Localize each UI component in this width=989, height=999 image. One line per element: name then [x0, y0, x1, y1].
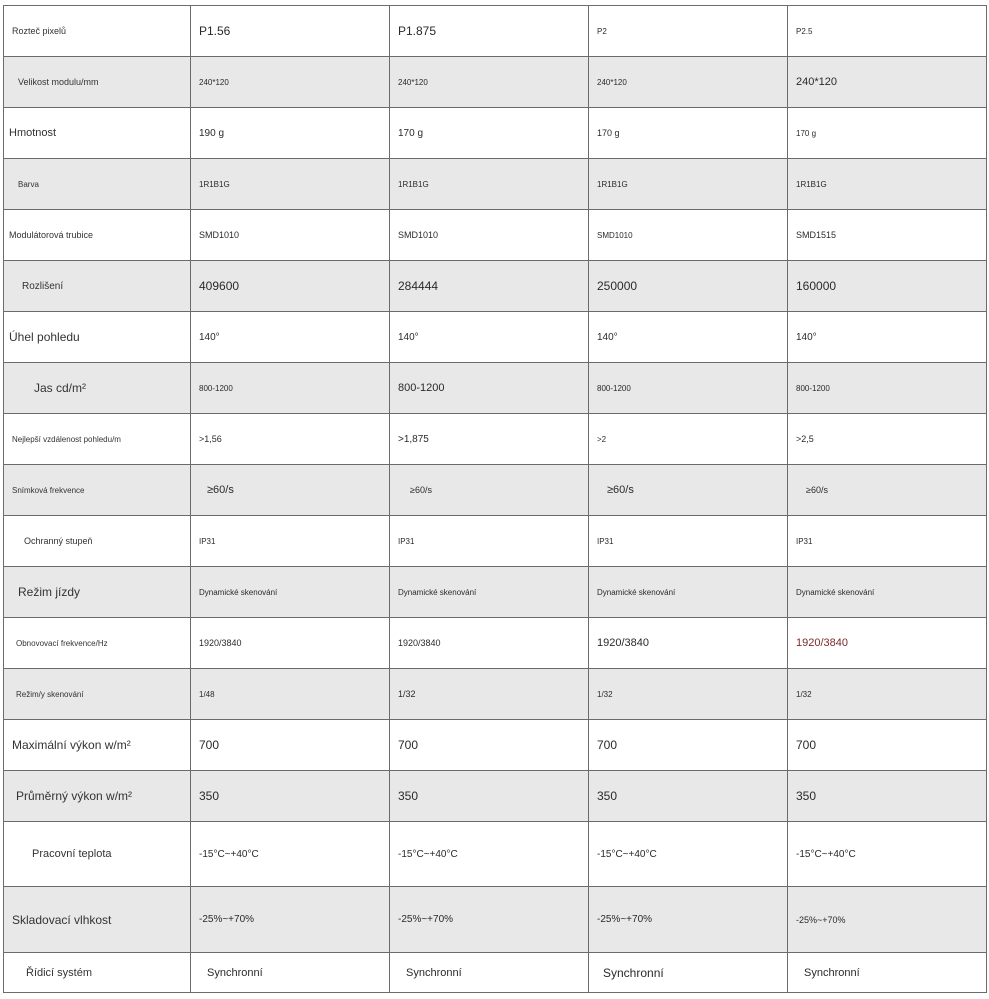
table-cell: 1R1B1G: [589, 159, 788, 210]
table-cell: 190 g: [191, 108, 390, 159]
table-cell: 800-1200: [788, 363, 987, 414]
table-cell: Dynamické skenování: [191, 567, 390, 618]
table-cell: Synchronní: [589, 953, 788, 993]
column-header-p25: P2.5: [788, 6, 987, 57]
table-cell: IP31: [589, 516, 788, 567]
table-row: [4, 720, 987, 771]
row-label: Režim/y skenování: [4, 669, 191, 720]
table-cell: -25%~+70%: [191, 887, 390, 953]
table-cell: 1R1B1G: [788, 159, 987, 210]
table-cell: 240*120: [191, 57, 390, 108]
table-cell: >2,5: [788, 414, 987, 465]
table-cell: 240*120: [589, 57, 788, 108]
table-cell: 160000: [788, 261, 987, 312]
table-cell: 140°: [390, 312, 589, 363]
table-cell: 170 g: [390, 108, 589, 159]
table-cell: 800-1200: [191, 363, 390, 414]
table-cell: 350: [788, 771, 987, 822]
table-cell: IP31: [191, 516, 390, 567]
table-cell: 1920/3840: [589, 618, 788, 669]
table-cell: SMD1010: [589, 210, 788, 261]
table-cell: 350: [191, 771, 390, 822]
table-cell: 1920/3840: [788, 618, 987, 669]
table-cell: Dynamické skenování: [788, 567, 987, 618]
row-label: Snímková frekvence: [4, 465, 191, 516]
table-cell: 170 g: [788, 108, 987, 159]
table-cell: Synchronní: [191, 953, 390, 993]
row-label: Modulátorová trubice: [4, 210, 191, 261]
row-label: Režim jízdy: [4, 567, 191, 618]
row-label: Úhel pohledu: [4, 312, 191, 363]
table-row: [4, 516, 987, 567]
table-cell: -25%~+70%: [788, 887, 987, 953]
row-label: Hmotnost: [4, 108, 191, 159]
row-label: Obnovovací frekvence/Hz: [4, 618, 191, 669]
table-row: [4, 312, 987, 363]
table-cell: Synchronní: [390, 953, 589, 993]
column-header-p1875: P1.875: [390, 6, 589, 57]
table-cell: Synchronní: [788, 953, 987, 993]
table-row: [4, 261, 987, 312]
table-cell: 800-1200: [589, 363, 788, 414]
row-label: Rozteč pixelů: [4, 6, 191, 57]
row-label: Velikost modulu/mm: [4, 57, 191, 108]
row-label: Nejlepší vzdálenost pohledu/m: [4, 414, 191, 465]
table-cell: 1920/3840: [390, 618, 589, 669]
table-cell: 1R1B1G: [191, 159, 390, 210]
table-cell: 800-1200: [390, 363, 589, 414]
column-header-p156: P1.56: [191, 6, 390, 57]
row-label: Průměrný výkon w/m²: [4, 771, 191, 822]
table-row-pixel-pitch: [4, 6, 987, 57]
table-row: [4, 210, 987, 261]
table-row: [4, 822, 987, 887]
table-row: [4, 771, 987, 822]
table-cell: SMD1515: [788, 210, 987, 261]
table-cell: -25%~+70%: [390, 887, 589, 953]
table-row: [4, 57, 987, 108]
table-cell: ≥60/s: [390, 465, 589, 516]
row-label: Pracovní teplota: [4, 822, 191, 887]
row-label: Řídicí systém: [4, 953, 191, 993]
table-row: [4, 159, 987, 210]
table-cell: SMD1010: [191, 210, 390, 261]
table-cell: 700: [390, 720, 589, 771]
table-cell: ≥60/s: [191, 465, 390, 516]
table-cell: 700: [191, 720, 390, 771]
table-cell: IP31: [390, 516, 589, 567]
table-row: [4, 108, 987, 159]
table-cell: >1,875: [390, 414, 589, 465]
row-label: Rozlišení: [4, 261, 191, 312]
table-cell: >2: [589, 414, 788, 465]
spec-table: [3, 5, 987, 993]
row-label: Jas cd/m²: [4, 363, 191, 414]
table-cell: 240*120: [788, 57, 987, 108]
table-cell: SMD1010: [390, 210, 589, 261]
table-cell: 1920/3840: [191, 618, 390, 669]
table-cell: IP31: [788, 516, 987, 567]
table-cell: 350: [390, 771, 589, 822]
table-cell: ≥60/s: [589, 465, 788, 516]
table-cell: 170 g: [589, 108, 788, 159]
table-cell: Dynamické skenování: [589, 567, 788, 618]
row-label: Skladovací vlhkost: [4, 887, 191, 953]
table-cell: 1/48: [191, 669, 390, 720]
table-cell: 140°: [589, 312, 788, 363]
column-header-p2: P2: [589, 6, 788, 57]
table-cell: 350: [589, 771, 788, 822]
table-cell: 140°: [788, 312, 987, 363]
table-cell: 240*120: [390, 57, 589, 108]
row-label: Barva: [4, 159, 191, 210]
table-cell: 250000: [589, 261, 788, 312]
table-cell: -15°C~+40°C: [788, 822, 987, 887]
table-cell: >1,56: [191, 414, 390, 465]
table-row: [4, 414, 987, 465]
table-cell: -15°C~+40°C: [390, 822, 589, 887]
table-row: [4, 887, 987, 953]
table-row: [4, 618, 987, 669]
table-row: [4, 567, 987, 618]
table-cell: 284444: [390, 261, 589, 312]
table-cell: 1/32: [788, 669, 987, 720]
table-cell: 700: [589, 720, 788, 771]
table-row: [4, 363, 987, 414]
table-cell: Dynamické skenování: [390, 567, 589, 618]
table-cell: 1/32: [390, 669, 589, 720]
table-cell: 409600: [191, 261, 390, 312]
row-label: Maximální výkon w/m²: [4, 720, 191, 771]
table-cell: -15°C~+40°C: [191, 822, 390, 887]
table-cell: -25%~+70%: [589, 887, 788, 953]
table-cell: 140°: [191, 312, 390, 363]
table-cell: 1R1B1G: [390, 159, 589, 210]
table-row: [4, 465, 987, 516]
table-cell: 1/32: [589, 669, 788, 720]
table-cell: ≥60/s: [788, 465, 987, 516]
table-cell: -15°C~+40°C: [589, 822, 788, 887]
table-cell: 700: [788, 720, 987, 771]
row-label: Ochranný stupeň: [4, 516, 191, 567]
table-row: [4, 669, 987, 720]
table-row: [4, 953, 987, 993]
